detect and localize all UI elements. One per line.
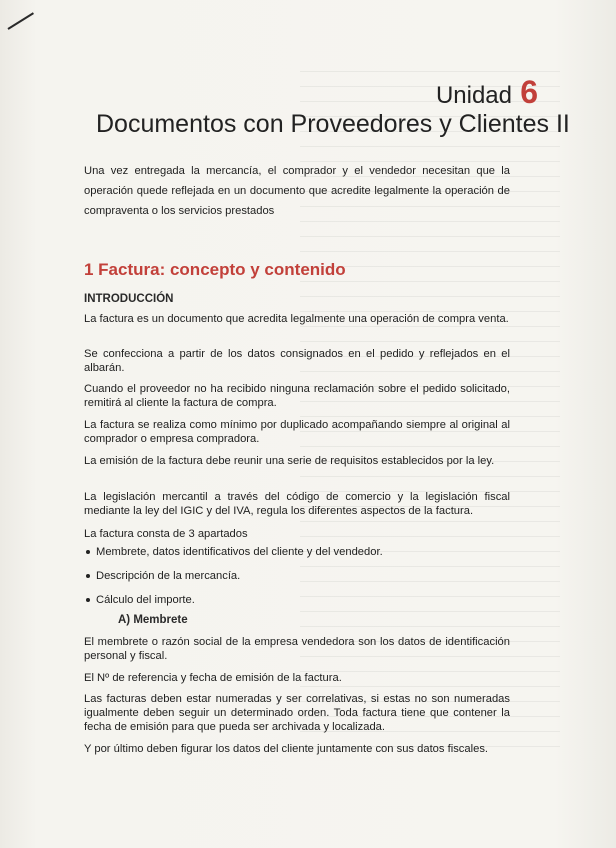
paragraph: La factura es un documento que acredita legalmente una operación de compra venta. [84, 313, 509, 325]
bullet-text: Membrete, datos identificativos del cliente y del vendedor. [96, 546, 383, 558]
bullet-item [86, 570, 240, 582]
paragraph: El Nº de referencia y fecha de emisión de la factura. [84, 672, 342, 684]
document-title: Documentos con Proveedores y Clientes II [96, 110, 570, 138]
paragraph: La factura se realiza como mínimo por duplicado acompañando siempre al original al comprador o empresa compradora. [84, 419, 510, 446]
bullet-dot-icon [86, 598, 90, 602]
intro-paragraph: Una vez entregada la mercancía, el comprador y el vendedor necesitan que la operación quede reflejada en un documento que acredite legalmente la operación de compraventa o los servicios prestados [84, 165, 510, 217]
unit-number: 6 [520, 74, 538, 110]
paragraph: La legislación mercantil a través del código de comercio y la legislación fiscal mediante la ley del IGIC y del IVA, regula los diferentes aspectos de la factura. [84, 491, 510, 518]
paragraph: Cuando el proveedor no ha recibido ninguna reclamación sobre el pedido solicitado, remitirá al cliente la factura de compra. [84, 383, 510, 410]
subheading-membrete: A) Membrete [118, 614, 188, 626]
bullet-item [86, 546, 383, 558]
paragraph: La factura consta de 3 apartados [84, 528, 248, 540]
section-heading: 1 Factura: concepto y contenido [84, 260, 346, 279]
bullet-text: Cálculo del importe. [96, 594, 195, 606]
subheading-introduccion: INTRODUCCIÓN [84, 293, 174, 305]
paragraph: La emisión de la factura debe reunir una serie de requisitos establecidos por la ley. [84, 455, 495, 467]
paragraph: El membrete o razón social de la empresa vendedora son los datos de identificación personal y fiscal. [84, 636, 510, 663]
unit-label: Unidad [435, 82, 512, 109]
paragraph: Las facturas deben estar numeradas y ser correlativas, si estas no son numeradas igualmente deben seguir un determinado orden. Toda factura tiene que contener la fecha de emisión para que pueda ser archivada y localizada. [84, 693, 510, 734]
bullet-text: Descripción de la mercancía. [96, 570, 241, 582]
paragraph: Se confecciona a partir de los datos consignados en el pedido y reflejados en el albarán. [84, 348, 510, 375]
bullet-dot-icon [86, 550, 90, 554]
paragraph: Y por último deben figurar los datos del cliente juntamente con sus datos fiscales. [84, 743, 489, 755]
bullet-dot-icon [86, 574, 90, 578]
pen-mark [7, 12, 34, 30]
bullet-item [86, 594, 195, 606]
